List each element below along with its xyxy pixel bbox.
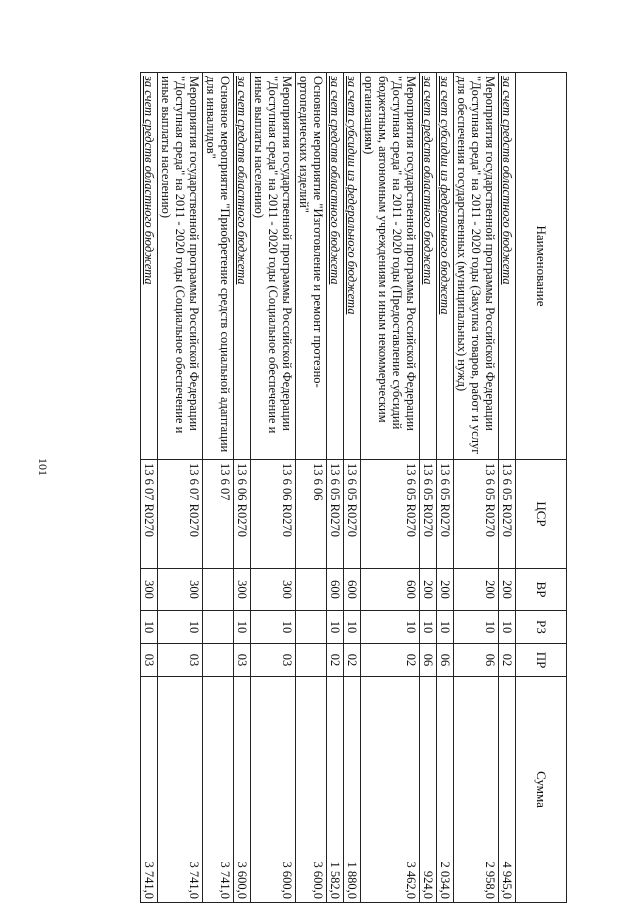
row-csr: 13 6 06 R0270 — [234, 460, 251, 569]
row-sum: 1 582,0 — [327, 677, 344, 903]
row-vr: 300 — [251, 569, 296, 611]
row-sum: 3 600,0 — [251, 677, 296, 903]
row-rz: 10 — [158, 611, 203, 644]
row-name: за счет средств областного бюджета — [499, 73, 516, 460]
row-vr: 200 — [499, 569, 516, 611]
row-csr: 13 6 07 R0270 — [141, 460, 158, 569]
row-pr: 03 — [251, 644, 296, 677]
row-pr: 06 — [420, 644, 437, 677]
table-row — [437, 73, 454, 903]
row-csr: 13 6 06 R0270 — [251, 460, 296, 569]
row-csr: 13 6 07 R0270 — [158, 460, 203, 569]
row-sum: 2 958,0 — [454, 677, 499, 903]
row-pr: 03 — [141, 644, 158, 677]
row-name: за счет средств областного бюджета — [327, 73, 344, 460]
row-name: за счет средств областного бюджета — [234, 73, 251, 460]
table-row — [327, 73, 344, 903]
row-pr: 02 — [327, 644, 344, 677]
row-name: Основное мероприятие "Приобретение средств социальной адаптации для инвалидов" — [203, 73, 234, 460]
row-pr — [203, 644, 234, 677]
table-row — [251, 73, 296, 903]
row-csr: 13 6 06 — [296, 460, 327, 569]
row-sum: 3 462,0 — [361, 677, 420, 903]
row-rz: 10 — [361, 611, 420, 644]
header-sum: Сумма — [516, 677, 567, 903]
row-csr: 13 6 05 R0270 — [327, 460, 344, 569]
row-name: Основное мероприятие "Изготовление и ремонт протезно-ортопедических изделий" — [296, 73, 327, 460]
row-vr: 300 — [158, 569, 203, 611]
row-pr: 02 — [499, 644, 516, 677]
table-row — [203, 73, 234, 903]
header-name: Наименование — [516, 73, 567, 460]
header-rz: РЗ — [516, 611, 567, 644]
row-sum: 3 600,0 — [296, 677, 327, 903]
header-csr: ЦСР — [516, 460, 567, 569]
row-pr: 06 — [437, 644, 454, 677]
row-sum: 1 880,0 — [344, 677, 361, 903]
row-sum: 3 600,0 — [234, 677, 251, 903]
row-csr: 13 6 05 R0270 — [437, 460, 454, 569]
table-row — [454, 73, 499, 903]
row-sum: 4 945,0 — [499, 677, 516, 903]
row-vr: 300 — [234, 569, 251, 611]
row-sum: 2 034,0 — [437, 677, 454, 903]
row-sum: 924,0 — [420, 677, 437, 903]
row-vr — [203, 569, 234, 611]
row-vr: 600 — [361, 569, 420, 611]
row-vr: 200 — [454, 569, 499, 611]
row-csr: 13 6 05 R0270 — [344, 460, 361, 569]
table-row — [499, 73, 516, 903]
row-vr: 200 — [420, 569, 437, 611]
row-name: Мероприятия государственной программы Российской Федерации "Доступная среда" на 2011 - 2020 годы (Социальное обеспечение и иные выплаты населению) — [158, 73, 203, 460]
table-row — [234, 73, 251, 903]
header-pr: ПР — [516, 644, 567, 677]
row-name: за счет субсидии из федерального бюджета — [344, 73, 361, 460]
page-number: 101 — [36, 458, 50, 476]
row-csr: 13 6 05 R0270 — [499, 460, 516, 569]
row-pr: 03 — [158, 644, 203, 677]
budget-table-rotated — [119, 72, 567, 902]
table-row — [141, 73, 158, 903]
row-rz: 10 — [234, 611, 251, 644]
table-header-row — [516, 73, 567, 903]
row-name: Мероприятия государственной программы Российской Федерации "Доступная среда" на 2011 - 2020 годы (Закупка товаров, работ и услуг для обеспечения государственных (муниципальных) нужд) — [454, 73, 499, 460]
row-csr: 13 6 05 R0270 — [361, 460, 420, 569]
row-csr: 13 6 07 — [203, 460, 234, 569]
row-rz: 10 — [454, 611, 499, 644]
row-rz: 10 — [437, 611, 454, 644]
row-name: за счет субсидии из федерального бюджета — [437, 73, 454, 460]
table-row — [296, 73, 327, 903]
table-row — [361, 73, 420, 903]
row-vr: 600 — [344, 569, 361, 611]
row-vr: 300 — [141, 569, 158, 611]
row-rz: 10 — [327, 611, 344, 644]
row-rz: 10 — [251, 611, 296, 644]
header-vr: ВР — [516, 569, 567, 611]
row-vr — [296, 569, 327, 611]
row-pr: 06 — [454, 644, 499, 677]
row-rz: 10 — [499, 611, 516, 644]
row-pr: 02 — [344, 644, 361, 677]
row-sum: 3 741,0 — [141, 677, 158, 903]
row-pr — [296, 644, 327, 677]
table-row — [344, 73, 361, 903]
row-rz: 10 — [141, 611, 158, 644]
row-name: Мероприятия государственной программы Российской Федерации "Доступная среда" на 2011 - 2020 годы (Социальное обеспечение и иные выплаты населению) — [251, 73, 296, 460]
row-sum: 3 741,0 — [158, 677, 203, 903]
row-rz — [203, 611, 234, 644]
row-rz: 10 — [344, 611, 361, 644]
budget-table — [140, 72, 567, 903]
row-name: за счет средств областного бюджета — [420, 73, 437, 460]
row-rz: 10 — [420, 611, 437, 644]
row-name: Мероприятия государственной программы Российской Федерации "Доступная среда" на 2011 - 2020 годы (Предоставление субсидий бюджетным, автономным учреждениям и иным некоммерческим организациям) — [361, 73, 420, 460]
table-row — [420, 73, 437, 903]
table-row — [158, 73, 203, 903]
row-name: за счет средств областного бюджета — [141, 73, 158, 460]
row-sum: 3 741,0 — [203, 677, 234, 903]
row-pr: 03 — [234, 644, 251, 677]
row-csr: 13 6 05 R0270 — [454, 460, 499, 569]
row-csr: 13 6 05 R0270 — [420, 460, 437, 569]
row-rz — [296, 611, 327, 644]
row-pr: 02 — [361, 644, 420, 677]
row-vr: 600 — [327, 569, 344, 611]
row-vr: 200 — [437, 569, 454, 611]
